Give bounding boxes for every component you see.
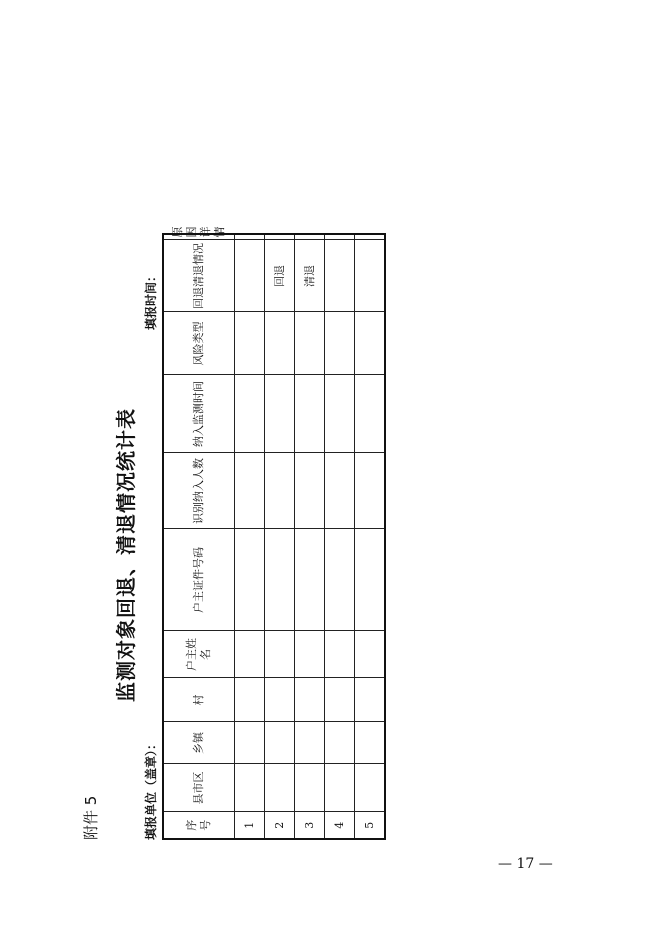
table-cell: [295, 722, 325, 764]
table-cell: [265, 375, 295, 453]
table-cell: [295, 631, 325, 678]
table-cell: [325, 678, 355, 722]
table-cell: [265, 678, 295, 722]
header-householder-id: 户主证件号码: [163, 529, 235, 631]
fill-unit-label: 填报单位（盖章）：: [144, 737, 158, 840]
table-cell: [265, 312, 295, 375]
table-cell: [295, 312, 325, 375]
table-cell: [235, 764, 265, 812]
table-cell: [235, 234, 265, 240]
table-header-row: [163, 234, 235, 839]
table-cell: [235, 312, 265, 375]
table-cell: [355, 312, 386, 375]
table-row: [235, 234, 265, 839]
attachment-label: 附件 5: [82, 795, 100, 840]
header-householder-name: 户主姓名: [163, 631, 235, 678]
header-risk-type: 风险类型: [163, 312, 235, 375]
row-number: 5: [355, 812, 386, 839]
header-county: 县市区: [163, 764, 235, 812]
table-row: [325, 234, 355, 839]
table-cell: [265, 453, 295, 529]
status-cell: [325, 240, 355, 312]
status-cell: [235, 240, 265, 312]
table-cell: [295, 529, 325, 631]
table-cell: [295, 764, 325, 812]
row-number: 4: [325, 812, 355, 839]
table-cell: [355, 234, 386, 240]
table-row: [295, 234, 325, 839]
table-cell: [325, 764, 355, 812]
header-town: 乡镇: [163, 722, 235, 764]
table-row: [355, 234, 386, 839]
table-cell: [325, 529, 355, 631]
table-cell: [355, 631, 386, 678]
table-cell: [265, 631, 295, 678]
table-cell: [235, 375, 265, 453]
status-cell: 清退: [295, 240, 325, 312]
meta-row: [142, 270, 160, 840]
row-number: 3: [295, 812, 325, 839]
table-cell: [235, 529, 265, 631]
fill-time-label: 填报时间：: [144, 270, 158, 331]
table-cell: [295, 453, 325, 529]
header-exit-status: 回退清退情况: [163, 240, 235, 312]
table-cell: [325, 375, 355, 453]
header-monitor-time: 纳入监测时间: [163, 375, 235, 453]
table-cell: [355, 722, 386, 764]
table-cell: [265, 722, 295, 764]
table-cell: [355, 453, 386, 529]
header-village: 村: [163, 678, 235, 722]
table-cell: [325, 631, 355, 678]
header-seq: 序号: [163, 812, 235, 839]
table-cell: [235, 678, 265, 722]
table-cell: [325, 722, 355, 764]
status-cell: [355, 240, 386, 312]
table-cell: [355, 375, 386, 453]
status-cell: 回退: [265, 240, 295, 312]
table-cell: [295, 234, 325, 240]
table-cell: [295, 375, 325, 453]
table-row: [265, 234, 295, 839]
table-cell: [235, 722, 265, 764]
table-cell: [265, 764, 295, 812]
table-cell: [265, 234, 295, 240]
table-cell: [325, 312, 355, 375]
row-number: 2: [265, 812, 295, 839]
table-cell: [265, 529, 295, 631]
table-cell: [355, 529, 386, 631]
table-cell: [295, 678, 325, 722]
statistics-table: [162, 226, 386, 840]
table-cell: [325, 234, 355, 240]
table-cell: [355, 678, 386, 722]
table-cell: [235, 631, 265, 678]
document-title: 监测对象回退、清退情况统计表: [114, 408, 138, 702]
table-cell: [325, 453, 355, 529]
row-number: 1: [235, 812, 265, 839]
rotated-form: [80, 226, 520, 840]
page-number: — 17 —: [498, 856, 553, 872]
table-cell: [235, 453, 265, 529]
table-cell: [355, 764, 386, 812]
header-identified-count: 识别纳入人数: [163, 453, 235, 529]
header-reason-detail: 原因详情: [163, 234, 235, 240]
